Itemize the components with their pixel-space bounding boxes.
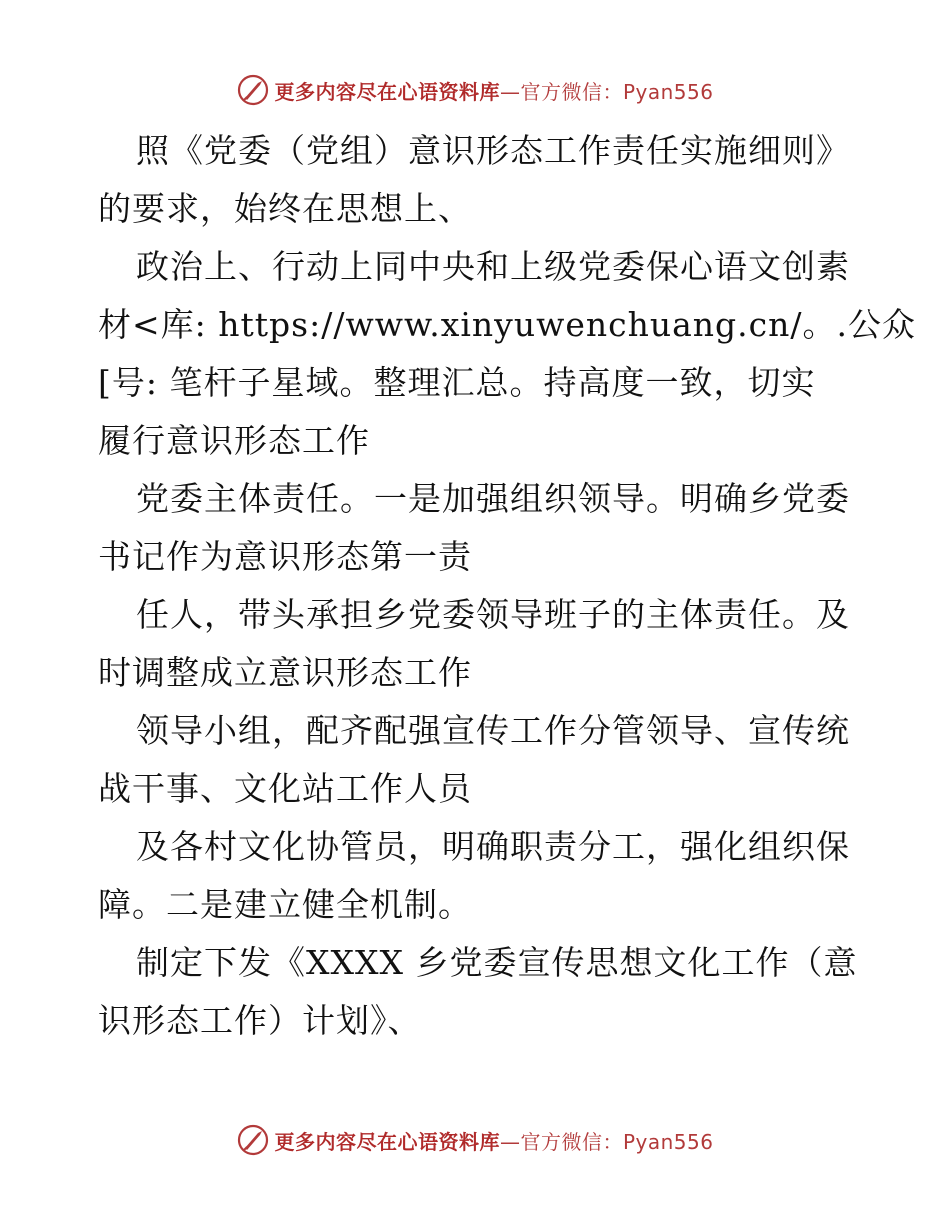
text-line: 书记作为意识形态第一责: [98, 537, 472, 576]
text-line: 制定下发《XXXX 乡党委宣传思想文化工作（意: [136, 943, 858, 982]
watermark-brand: 更多内容尽在心语资料库: [274, 79, 500, 104]
quill-pen-icon: [236, 73, 270, 107]
text-line: 政治上、行动上同中央和上级党委保心语文创素: [136, 247, 850, 286]
text-line: 识形态工作）计划》、: [98, 1001, 422, 1040]
watermark-wechat: 官方微信：Pyan556: [520, 79, 714, 104]
text-line: 材<库: https://www.xinyuwenchuang.cn/。.公众: [98, 305, 916, 344]
watermark-wechat: 官方微信：Pyan556: [520, 1129, 714, 1154]
text-line: 的要求，始终在思想上、: [98, 189, 472, 228]
text-line: 战干事、文化站工作人员: [98, 769, 472, 808]
watermark-separator: —: [499, 79, 521, 104]
footer-watermark: [0, 1120, 950, 1160]
text-line: 任人，带头承担乡党委领导班子的主体责任。及: [136, 595, 850, 634]
text-line: 障。二是建立健全机制。: [98, 885, 472, 924]
watermark-brand: 更多内容尽在心语资料库: [274, 1129, 500, 1154]
text-line: 时调整成立意识形态工作: [98, 653, 472, 692]
quill-pen-icon: [236, 1123, 270, 1157]
text-line: 履行意识形态工作: [98, 421, 370, 460]
header-watermark: [0, 70, 950, 110]
watermark-separator: —: [499, 1129, 521, 1154]
text-line: [号: 笔杆子星域。整理汇总。持高度一致，切实: [98, 363, 816, 402]
text-line: 领导小组，配齐配强宣传工作分管领导、宣传统: [136, 711, 850, 750]
text-line: 及各村文化协管员，明确职责分工，强化组织保: [136, 827, 850, 866]
text-line: 照《党委（党组）意识形态工作责任实施细则》: [136, 131, 850, 170]
document-body: [98, 122, 916, 1050]
text-line: 党委主体责任。一是加强组织领导。明确乡党委: [136, 479, 850, 518]
watermark-text: [274, 1126, 713, 1155]
watermark-text: [274, 76, 713, 105]
